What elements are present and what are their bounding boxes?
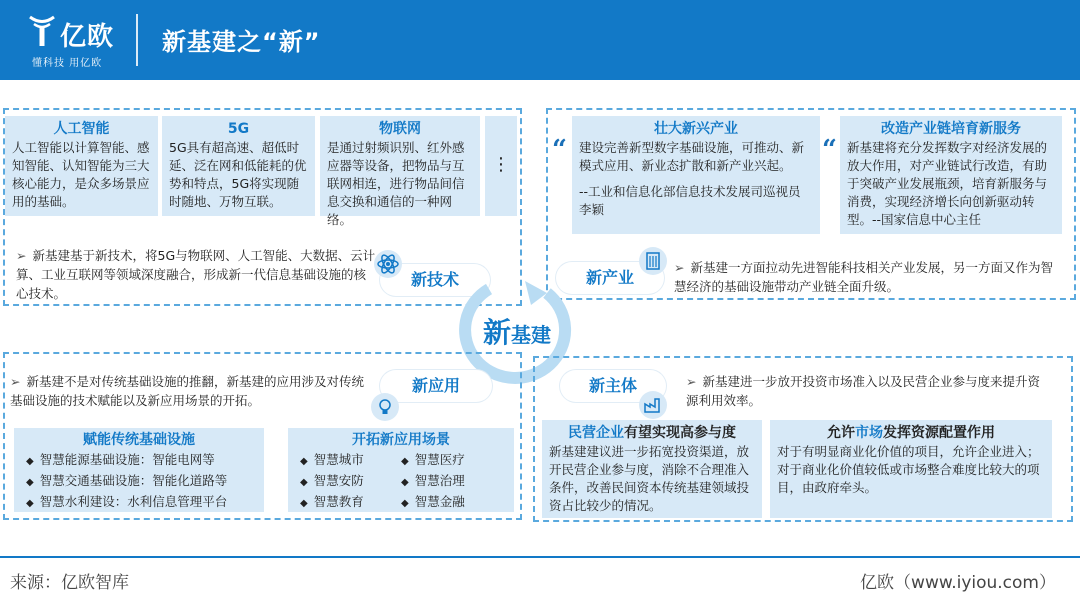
card-title: 5G <box>227 121 250 137</box>
scenario-grid <box>300 450 502 513</box>
list-item: ◆ 智慧能源基础设施：智能电网等 <box>26 452 215 467</box>
card-body: 对于有明显商业化价值的项目，允许企业进入；对于商业化价值较低或市场整合难度比较大的项目，由政府牵头。 <box>777 444 1040 495</box>
diamond-bullet-icon: ◆ <box>300 456 308 467</box>
card-title: 允许市场发挥资源配置作用 <box>827 425 995 441</box>
diamond-bullet-icon: ◆ <box>26 456 34 467</box>
tech-bullet <box>16 246 376 303</box>
arrow-right-icon: ➢ <box>10 374 21 389</box>
application-bullet <box>10 372 372 410</box>
arrow-right-icon: ➢ <box>16 248 27 263</box>
subject-bullet <box>686 372 1042 410</box>
card-title: 开拓新应用场景 <box>352 432 450 448</box>
subject-bullet-text: 新基建进一步放开投资市场准入以及民营企业参与度来提升资源利用效率。 <box>686 374 1040 408</box>
card-transform-industry-chain <box>840 116 1062 234</box>
card-empower-traditional <box>14 428 264 512</box>
label-text: 新产业 <box>585 268 634 287</box>
list-item: ◆ 智慧教育 <box>300 494 364 509</box>
diamond-bullet-icon: ◆ <box>26 498 34 509</box>
card-5g <box>162 116 315 216</box>
atom-icon <box>373 249 403 279</box>
label-text: 新技术 <box>410 270 459 289</box>
card-market-allocation <box>770 420 1052 518</box>
list-item: ◆ 智慧城市 <box>300 452 364 467</box>
card-body: 新基建将充分发挥数字对经济发展的放大作用，对产业链试行改造，有助于突破产业发展瓶颈，培育新服务与消费，实现经济增长向创新驱动转型。--国家信息中心主任 <box>847 140 1048 227</box>
diamond-bullet-icon: ◆ <box>401 456 409 467</box>
card-title: 壮大新兴产业 <box>654 121 738 137</box>
card-emerging-industry <box>572 116 820 234</box>
card-body: 人工智能以计算智能、感知智能、认知智能为三大核心能力，是众多场景应用的基础。 <box>12 140 150 209</box>
hub-label-prefix: 新 <box>483 316 512 349</box>
card-source: --工业和信息化部信息技术发展司巡视员李颖 <box>579 184 801 217</box>
footer-divider <box>0 556 1080 558</box>
page-title: 新基建之“新” <box>162 28 321 56</box>
list-item: ◆ 智慧金融 <box>401 494 465 509</box>
logo <box>28 12 124 68</box>
list-item: ◆ 智慧水利建设：水利信息管理平台 <box>26 494 228 509</box>
yiou-logo-icon <box>28 14 56 48</box>
lightbulb-icon <box>370 392 400 422</box>
arrow-right-icon: ➢ <box>686 374 697 389</box>
card-title: 人工智能 <box>53 121 110 137</box>
list-item: ◆ 智慧安防 <box>300 473 364 488</box>
quote-mark-icon: “ <box>822 135 837 165</box>
footer-source: 来源：亿欧智库 <box>10 573 129 593</box>
diamond-bullet-icon: ◆ <box>300 498 308 509</box>
factory-icon <box>638 390 668 420</box>
card-new-scenarios <box>288 428 514 512</box>
header-bar <box>0 0 1080 80</box>
list-item: ◆ 智慧医疗 <box>401 452 465 467</box>
card-title: 改造产业链培育新服务 <box>881 121 1021 137</box>
card-ai <box>5 116 158 216</box>
card-private-enterprise <box>542 420 762 518</box>
footer-site: 亿欧（www.iyiou.com） <box>860 573 1056 593</box>
brand-slogan: 懂科技 用亿欧 <box>32 58 103 69</box>
quote-mark-icon: “ <box>552 135 567 165</box>
card-iot <box>320 116 480 227</box>
more-cards-indicator: ⋮ <box>485 116 517 216</box>
card-body: 是通过射频识别、红外感应器等设备，把物品与互联网相连，进行物品间信息交换和通信的一种网络。 <box>327 140 465 227</box>
application-bullet-text: 新基建不是对传统基础设施的推翻，新基建的应用涉及对传统基础设施的技术赋能以及新应用场景的开拓。 <box>10 374 364 408</box>
card-body: 新基建建议进一步拓宽投资渠道，放开民营企业参与度，消除不合理准入条件，改善民间资本传统基建领域投资占比较少的情况。 <box>549 444 750 513</box>
tech-bullet-text: 新基建基于新技术，将5G与物联网、人工智能、大数据、云计算、工业互联网等领域深度融合，形成新一代信息基础设施的核心技术。 <box>16 248 376 301</box>
label-text: 新应用 <box>411 376 460 395</box>
diamond-bullet-icon: ◆ <box>401 477 409 488</box>
card-title: 赋能传统基础设施 <box>83 432 195 448</box>
arrow-right-icon: ➢ <box>674 260 685 275</box>
diamond-bullet-icon: ◆ <box>300 477 308 488</box>
list-item: ◆ 智慧治理 <box>401 473 465 488</box>
header-divider <box>136 14 138 66</box>
building-icon <box>638 246 668 276</box>
card-body: 5G具有超高速、超低时延、泛在网和低能耗的优势和特点，5G将实现随时随地、万物互联。 <box>169 140 307 209</box>
card-title: 物联网 <box>379 121 421 137</box>
diamond-bullet-icon: ◆ <box>26 477 34 488</box>
card-title: 民营企业有望实现高参与度 <box>568 425 736 441</box>
hub-label-suffix: 基建 <box>511 323 552 347</box>
industry-bullet-text: 新基建一方面拉动先进智能科技相关产业发展，另一方面又作为智慧经济的基础设施带动产业链全面升级。 <box>674 260 1053 294</box>
brand-name: 亿欧 <box>60 22 115 52</box>
label-text: 新主体 <box>588 376 637 395</box>
hub-label <box>483 311 551 351</box>
card-body: 建设完善新型数字基础设施，可推动、新模式应用、新业态扩散和新产业兴起。 <box>579 140 805 173</box>
diamond-bullet-icon: ◆ <box>401 498 409 509</box>
industry-bullet <box>674 258 1054 296</box>
list-item: ◆ 智慧交通基础设施：智能化道路等 <box>26 473 228 488</box>
